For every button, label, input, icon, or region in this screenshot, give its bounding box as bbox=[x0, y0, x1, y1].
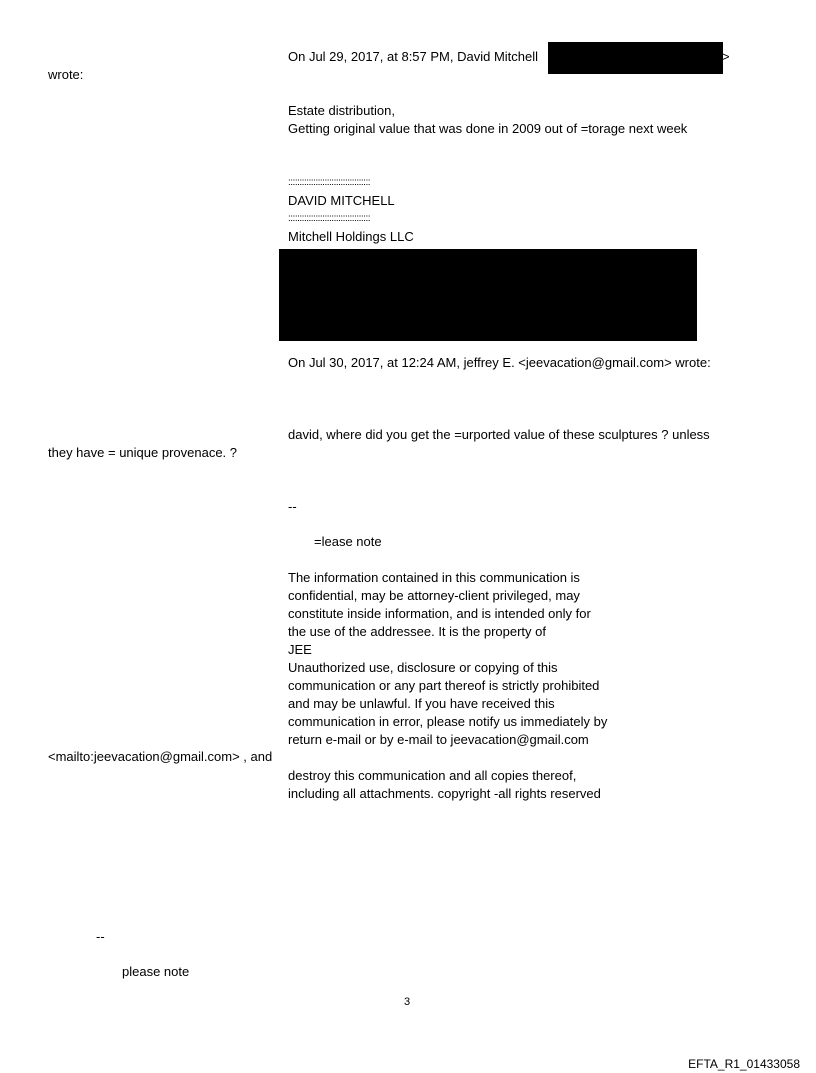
reply2-body-line-2: they have = unique provenace. ? bbox=[48, 445, 238, 460]
message1-line-2: Getting original value that was done in 2009 out of =torage next week bbox=[288, 121, 688, 136]
reply-header-2: On Jul 30, 2017, at 12:24 AM, jeffrey E. <jeevacation@gmail.com> wrote: bbox=[288, 355, 711, 370]
tail-separator: -- bbox=[96, 929, 105, 944]
wrote-label: wrote: bbox=[48, 67, 84, 82]
reply-header-1: On Jul 29, 2017, at 8:57 PM, David Mitchell bbox=[288, 49, 539, 64]
disclaimer-line: communication in error, please notify us immediately by bbox=[288, 714, 608, 729]
disclaimer-line: Unauthorized use, disclosure or copying of this bbox=[288, 660, 558, 675]
disclaimer-line: communication or any part thereof is strictly prohibited bbox=[288, 678, 600, 693]
document-id: EFTA_R1_01433058 bbox=[688, 1057, 800, 1071]
disclaimer-line: destroy this communication and all copies thereof, bbox=[288, 768, 577, 783]
signature-name: DAVID MITCHELL bbox=[288, 193, 395, 208]
tail-please-note: please note bbox=[122, 964, 190, 979]
disclaimer-mailto-link[interactable]: <mailto:jeevacation@gmail.com> , and bbox=[48, 749, 273, 764]
page-number: 3 bbox=[404, 996, 411, 1008]
disclaimer-line: constitute inside information, and is intended only for bbox=[288, 606, 591, 621]
redaction-box-email bbox=[548, 42, 723, 74]
disclaimer-line: the use of the addressee. It is the property of bbox=[288, 624, 546, 639]
disclaimer-line: return e-mail or by e-mail to jeevacation@gmail.com bbox=[288, 732, 589, 747]
disclaimer-please-note: =lease note bbox=[314, 534, 382, 549]
signature-dots-top: :::::::::::::::::::::::::::::::::::: bbox=[288, 177, 371, 188]
message1-line-1: Estate distribution, bbox=[288, 103, 395, 118]
disclaimer-line: confidential, may be attorney-client privileged, may bbox=[288, 588, 580, 603]
redaction-box-signature bbox=[279, 249, 697, 341]
disclaimer-line: and may be unlawful. If you have received this bbox=[288, 696, 555, 711]
disclaimer-line: The information contained in this communication is bbox=[288, 570, 580, 585]
reply-header-1-tail: > bbox=[722, 49, 730, 64]
disclaimer-line: JEE bbox=[288, 642, 312, 657]
disclaimer-line: including all attachments. copyright -all rights reserved bbox=[288, 786, 601, 801]
reply2-body-line-1: david, where did you get the =urported value of these sculptures ? unless bbox=[288, 427, 710, 442]
signature-company: Mitchell Holdings LLC bbox=[288, 229, 414, 244]
signature-dots-bottom: :::::::::::::::::::::::::::::::::::: bbox=[288, 213, 371, 224]
disclaimer-separator: -- bbox=[288, 499, 297, 514]
